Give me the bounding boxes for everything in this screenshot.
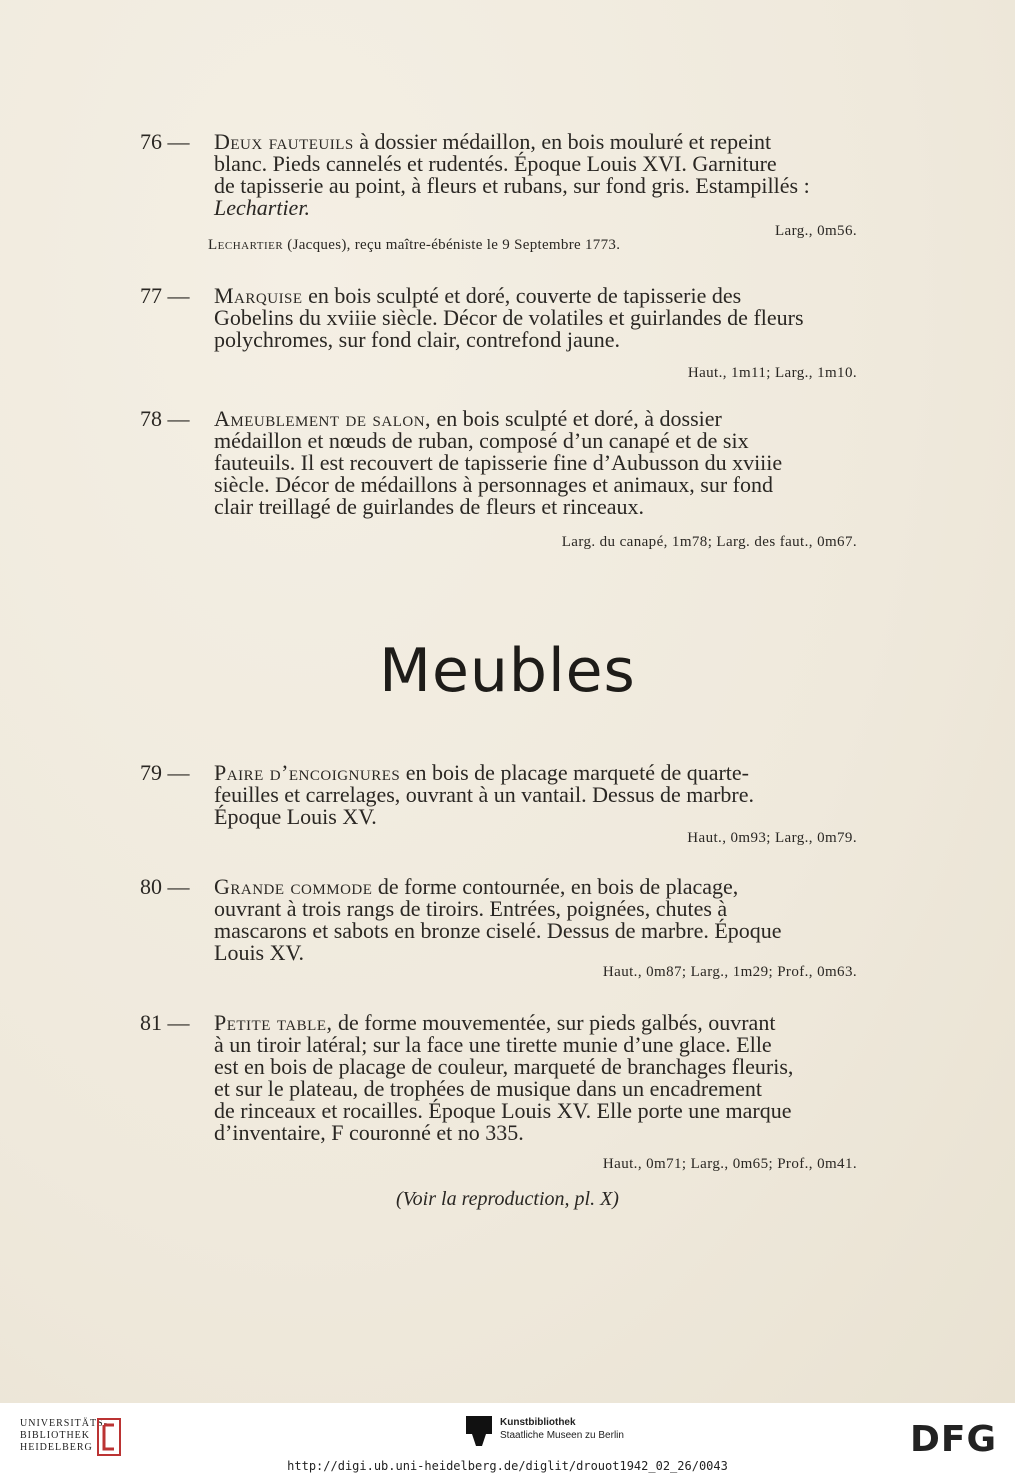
kunstbibliothek-label [500, 1416, 624, 1442]
entry-measurements: Haut., 1m11; Larg., 1m10. [687, 365, 857, 381]
entry-line: feuilles et carrelages, ouvrant à un vantail. Dessus de marbre. [214, 782, 755, 807]
catalog-entry-80 [140, 876, 875, 986]
entry-line [214, 285, 875, 307]
entry-number: 81 — [140, 1010, 190, 1035]
entry-line [214, 131, 875, 153]
entry-text: en bois sculpté et doré, couverte de tapisserie des [302, 283, 742, 308]
entry-number: 76 — [140, 129, 190, 154]
entry-line [214, 762, 875, 784]
entry-line: est en bois de placage de couleur, marqueté de branchages fleuris, [214, 1054, 794, 1079]
note-name: Lechartier [208, 237, 284, 253]
uni-line: HEIDELBERG [20, 1442, 93, 1453]
kb-line: Staatliche Museen zu Berlin [500, 1430, 624, 1441]
entry-heading: Grande commode [214, 874, 373, 899]
entry-line: Gobelins du xviiie siècle. Décor de volatiles et guirlandes de fleurs [214, 305, 804, 330]
entry-text: en bois sculpté et doré, à dossier [431, 406, 722, 431]
source-url[interactable]: http://digi.ub.uni-heidelberg.de/diglit/drouot1942_02_26/0043 [287, 1459, 728, 1473]
entry-measurements: Haut., 0m87; Larg., 1m29; Prof., 0m63. [602, 964, 857, 980]
entry-measurements: Haut., 0m93; Larg., 0m79. [687, 830, 857, 846]
entry-number: 77 — [140, 283, 190, 308]
entry-line: ouvrant à trois rangs de tiroirs. Entrées, poignées, chutes à [214, 896, 728, 921]
entry-line [214, 1012, 875, 1034]
entry-line: fauteuils. Il est recouvert de tapisserie fine d’Aubusson du xviiie [214, 450, 783, 475]
kb-line: Kunstbibliothek [500, 1417, 576, 1428]
entry-number: 79 — [140, 760, 190, 785]
entry-line: à un tiroir latéral; sur la face une tirette munie d’une glace. Elle [214, 1032, 772, 1057]
entry-measurements: Haut., 0m71; Larg., 0m65; Prof., 0m41. [602, 1156, 857, 1172]
entry-text: à dossier médaillon, en bois mouluré et repeint [353, 129, 772, 154]
catalog-entry-81 [140, 1012, 875, 1182]
entry-line [214, 876, 875, 898]
entry-text: en bois de placage marqueté de quarte- [400, 760, 750, 785]
entry-heading: Paire d’encoignures [214, 760, 401, 785]
section-title: Meubles [379, 636, 636, 706]
entry-number: 78 — [140, 406, 190, 431]
entry-line: mascarons et sabots en bronze ciselé. Dessus de marbre. Époque [214, 918, 782, 943]
entry-line: blanc. Pieds cannelés et rudentés. Époque Louis XVI. Garniture [214, 151, 777, 176]
catalog-entry-79 [140, 762, 875, 852]
entry-measurements: Larg., 0m56. [774, 223, 857, 239]
entry-line: Louis XV. [214, 940, 305, 965]
note-text: (Jacques), reçu maître-ébéniste le 9 Septembre 1773. [283, 237, 621, 253]
catalog-entry-76 [140, 131, 875, 261]
catalog-entry-77 [140, 285, 875, 385]
entry-line: Lechartier. [214, 195, 310, 220]
entry-line [214, 408, 875, 430]
entry-line: d’inventaire, F couronné et no 335. [214, 1120, 524, 1145]
heidelberg-logo-icon [94, 1415, 124, 1459]
entry-line: Époque Louis XV. [214, 804, 377, 829]
entry-line: de rinceaux et rocailles. Époque Louis XV. Elle porte une marque [214, 1098, 792, 1123]
kunstbibliothek-logo-icon [466, 1416, 492, 1446]
entry-line: et sur le plateau, de trophées de musique dans un encadrement [214, 1076, 762, 1101]
entry-line: polychromes, sur fond clair, contrefond jaune. [214, 327, 620, 352]
entry-line: siècle. Décor de médaillons à personnages et animaux, sur fond [214, 472, 773, 497]
entry-number: 80 — [140, 874, 190, 899]
entry-heading: Deux fauteuils [214, 129, 354, 154]
uni-line: UNIVERSITÄTS- [20, 1418, 108, 1429]
entry-line: de tapisserie au point, à fleurs et rubans, sur fond gris. Estampillés : [214, 173, 810, 198]
digitization-footer [0, 1403, 1015, 1474]
plate-reference: (Voir la reproduction, pl. X) [396, 1188, 619, 1210]
entry-text: de forme mouvementée, sur pieds galbés, ouvrant [332, 1010, 776, 1035]
entry-line: médaillon et nœuds de ruban, composé d’un canapé et de six [214, 428, 749, 453]
entry-heading: Ameublement de salon, [214, 406, 432, 431]
uni-line: BIBLIOTHEK [20, 1430, 90, 1441]
entry-heading: Petite table, [214, 1010, 333, 1035]
dfg-logo: DFG [909, 1419, 997, 1460]
catalog-entry-78 [140, 408, 875, 558]
entry-note [208, 237, 620, 254]
entry-text: de forme contournée, en bois de placage, [372, 874, 739, 899]
entry-measurements: Larg. du canapé, 1m78; Larg. des faut., 0m67. [561, 534, 857, 550]
entry-line: clair treillagé de guirlandes de fleurs et rinceaux. [214, 494, 645, 519]
entry-heading: Marquise [214, 283, 303, 308]
